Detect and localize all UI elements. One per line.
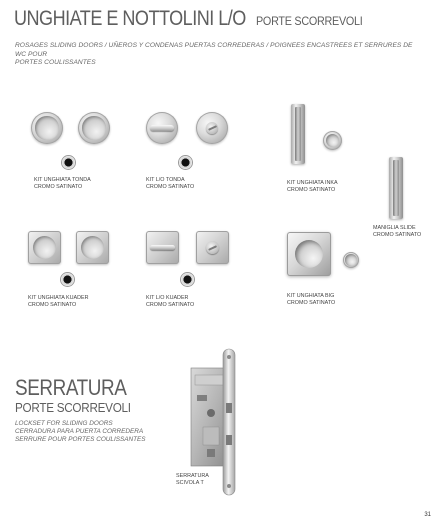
title-main: UNGHIATE E NOTTOLINI L/O xyxy=(14,7,246,30)
product-name: SERRATURA xyxy=(176,473,209,479)
black-dot-icon xyxy=(62,156,75,169)
section-title-main: SERRATURA xyxy=(15,375,127,400)
product-name: MANIGLIA SLIDE xyxy=(373,225,416,231)
black-dot-icon xyxy=(181,273,194,286)
big-square-pull-image xyxy=(287,232,331,276)
page-subtitle xyxy=(15,42,425,68)
square-flush-pull-image xyxy=(76,231,109,264)
subtitle-line: ROSAGES SLIDING DOORS / UÑEROS Y CONDENAS PUERTAS CORREDERAS / POIGNEES ENCASTREES ET SERRURES DE WC POUR xyxy=(15,42,413,58)
round-flush-pull-image xyxy=(78,112,110,144)
product-name: SCIVOLA T xyxy=(176,480,204,486)
product-finish: CROMO SATINATO xyxy=(373,232,422,238)
black-dot-icon xyxy=(179,156,192,169)
round-pull-image xyxy=(323,131,342,150)
product-name: KIT UNGHIATA TONDA xyxy=(34,177,91,183)
product-name: KIT UNGHIATA KUADER xyxy=(28,295,89,301)
square-privacy-knob-image xyxy=(146,231,179,264)
section-title xyxy=(15,377,145,414)
lock-label xyxy=(176,473,209,487)
square-release-image xyxy=(196,231,229,264)
round-pull-image xyxy=(343,252,359,268)
product-label xyxy=(373,225,421,239)
product-label xyxy=(34,177,91,191)
product-finish: CROMO SATINATO xyxy=(28,302,77,308)
subtitle-line: PORTES COULISSANTES xyxy=(15,59,96,67)
product-label xyxy=(287,180,338,194)
product-label xyxy=(146,177,194,191)
product-finish: CROMO SATINATO xyxy=(287,187,336,193)
section-title-suffix: PORTE SCORREVOLI xyxy=(15,400,131,415)
product-finish: CROMO SATINATO xyxy=(146,302,195,308)
product-finish: CROMO SATINATO xyxy=(34,184,83,190)
subtitle-line: SERRURE POUR PORTES COULISSANTES xyxy=(15,436,146,444)
product-label xyxy=(287,293,335,307)
round-privacy-knob-image xyxy=(146,112,178,144)
product-name: KIT UNGHIATA INKA xyxy=(287,180,338,186)
product-label xyxy=(28,295,89,309)
product-finish: CROMO SATINATO xyxy=(287,300,336,306)
product-name: KIT L/O KUADER xyxy=(146,295,189,301)
section-subtitle xyxy=(15,420,146,445)
page-number: 31 xyxy=(424,512,431,518)
subtitle-line: CERRADURA PARA PUERTA CORREDERA xyxy=(15,428,144,436)
product-name: KIT UNGHIATA BIG xyxy=(287,293,335,299)
rectangular-pull-image xyxy=(291,104,305,164)
product-name: KIT L/O TONDA xyxy=(146,177,185,183)
product-finish: CROMO SATINATO xyxy=(146,184,195,190)
round-flush-pull-image xyxy=(31,112,63,144)
black-dot-icon xyxy=(61,273,74,286)
square-flush-pull-image xyxy=(28,231,61,264)
slide-handle-image xyxy=(389,157,403,219)
round-release-image xyxy=(196,112,228,144)
title-suffix: PORTE SCORREVOLI xyxy=(255,14,363,28)
product-label xyxy=(146,295,194,309)
subtitle-line: LOCKSET FOR SLIDING DOORS xyxy=(15,420,113,427)
page-title xyxy=(14,8,374,29)
